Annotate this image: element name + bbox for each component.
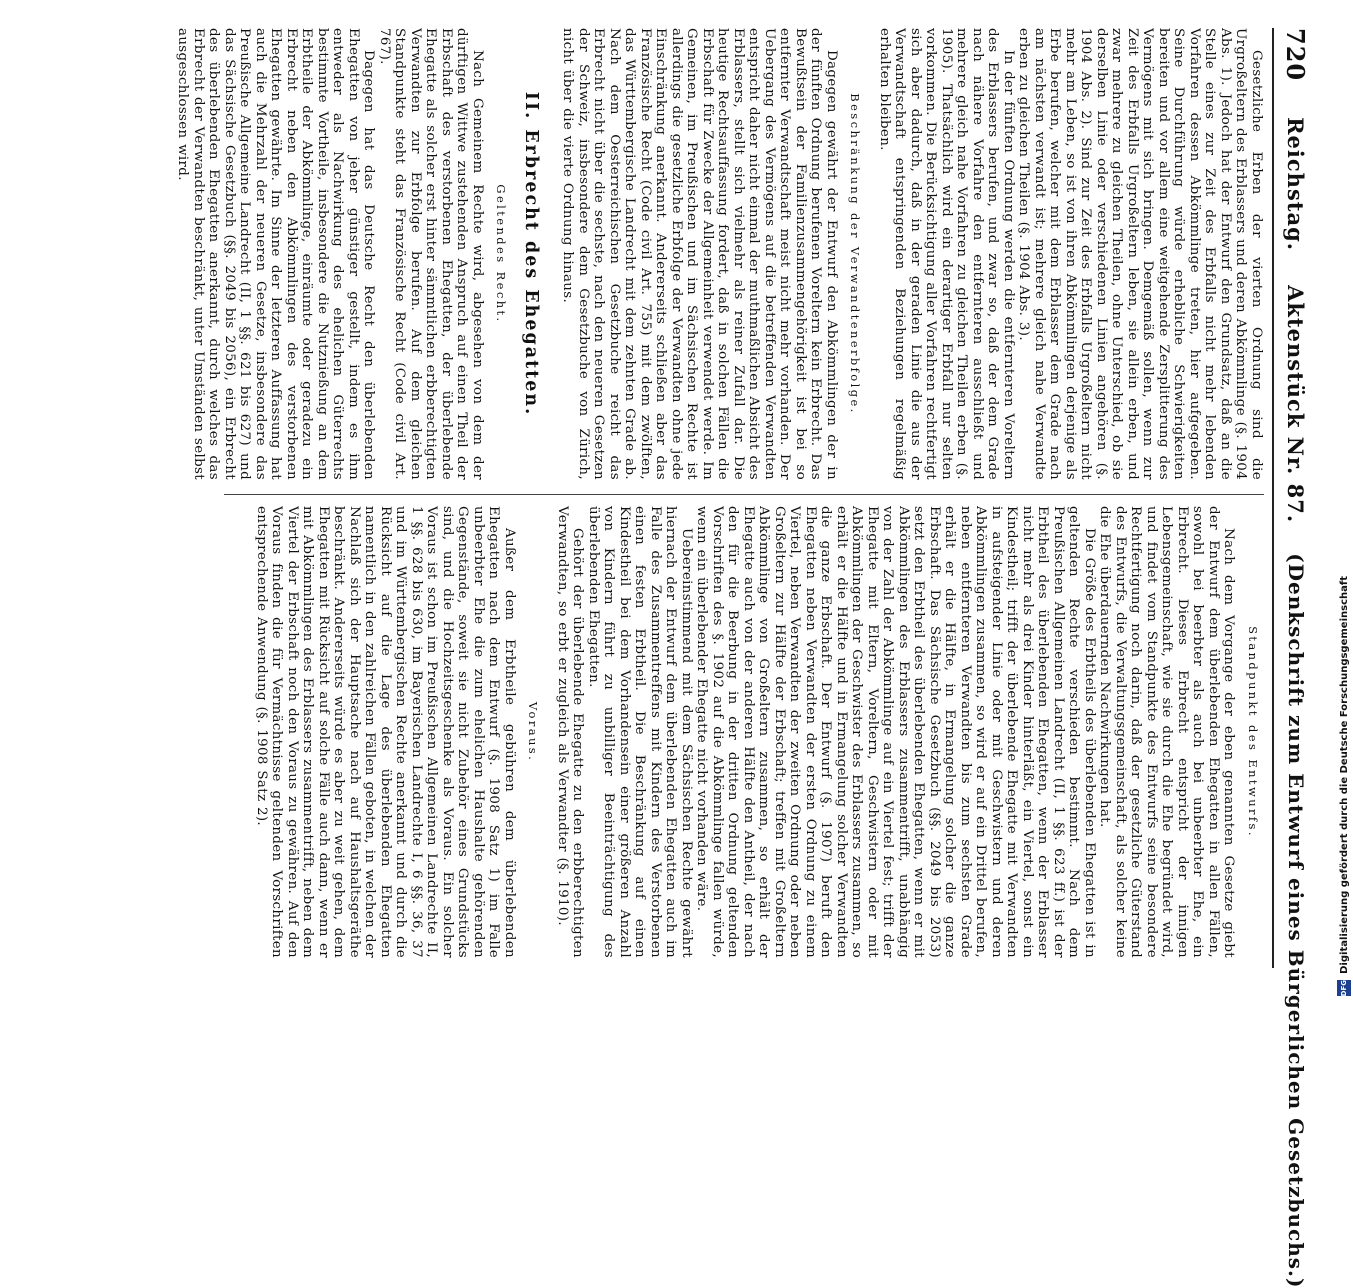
journal-title: Reichstag.: [1283, 117, 1309, 252]
subheading: Standpunkt des Entwurfs.: [1246, 626, 1260, 838]
page-header: [1274, 28, 1318, 1288]
paragraph: Gesetzliche Erben der vierten Ordnung sind die Urgroßeltern des Erblassers und deren Abkömmlinge (§. 1904 Abs. 1). Jedoch hat der Entwurf den Grundsatz, daß an die Stelle eines zur Zeit des Erbfalls nicht mehr lebenden Vorfahren dessen Abkömmlinge treten, hier aufgegeben. Seine Durchführung würde erhebliche Schwierigkeiten bereiten und vor allem eine weitgehende Zersplitterung des Vermögens mit sich bringen. Demgemäß sollen, wenn zur Zeit des Erbfalls Urgroßeltern leben, sie allein erben, und zwar mehrere zu gleichen Theilen, ohne Unterschied, ob sie derselben Linie oder verschiedenen Linien angehören (§. 1904 Abs. 2). Sind zur Zeit des Erbfalls Urgroßeltern nicht mehr am Leben, so ist von ihren Abkömmlingen derjenige als Erbe berufen, welcher mit dem Erblasser dem Grade nach am nächsten verwandt ist; mehrere gleich nahe Verwandte erben zu gleichen Theilen (§. 1904 Abs. 3).: [1016, 28, 1264, 480]
logo-text: DFG: [1340, 979, 1348, 996]
section-heading: II. Erbrecht des Ehegatten.: [521, 91, 541, 417]
credit-text: Digitalisierung gefördert durch die Deutsche Forschungsgemeinschaft: [1338, 575, 1350, 974]
column-divider: [224, 494, 1264, 495]
subheading: Voraus.: [526, 701, 541, 763]
header-subtitle: (Denkschrift zum Entwurf eines Bürgerlichen Gesetzbuchs.): [1284, 553, 1308, 1288]
paragraph: In der fünften Ordnung werden die entfernteren Voreltern des Erblassers berufen, und zwar so, daß der dem Grade nach nähere Vorfahre den entfernteren ausschließt und mehrere gleich nahe Vorfahren zu gleichen Theilen erben (§. 1905). Thatsächlich wird ein derartiger Erbfall nur selten vorkommen. Die Berücksichtigung aller Vorfahren rechtfertigt sich aber dadurch, daß in der geraden Linie die aus der Verwandtschaft entspringenden Beziehungen regelmäßig erhalten bleiben.: [877, 28, 1016, 480]
paragraph: Außer dem Erbtheile gebühren dem überlebenden Ehegatten nach dem Entwurf (§. 1908 Satz 1) im Falle unbeerbter Ehe die zum ehelichen Haushalte gehörenden Gegenstände, soweit sie nicht Zubehör eines Grundstücks sind, und die Hochzeitsgeschenke als Voraus. Ein solcher Voraus ist schon im Preußischen Allgemeinen Landrechte II, 1 §§. 628 bis 630, im Bayerischen Landrechte I, 6 §§. 36, 37 und im Württembergischen Rechte anerkannt und durch die Rücksicht auf die Lage des überlebenden Ehegatten namentlich in den zahlreichen Fällen geboten, in welchen der Nachlaß sich der Hauptsache nach auf Haushaltsgeräthe beschränkt. Andererseits würde es aber zu weit gehen, dem Ehegatten mit Rücksicht auf solche Fälle auch dann, wenn er mit Abkömmlingen des Erblassers zusammentrifft, neben dem Viertel der Erbschaft noch den Voraus zu gewähren. Auf den Voraus finden die für Vermächtnisse geltenden Vorschriften entsprechende Anwendung (§. 1908 Satz 2).: [254, 506, 517, 958]
dfg-logo-icon: [1337, 980, 1351, 996]
left-column: [44, 28, 1264, 480]
right-column: [44, 506, 1264, 958]
subheading: Beschränkung der Verwandtenerbfolge.: [848, 93, 863, 415]
paragraph: Uebereinstimmend mit dem Sächsischen Rechte gewährt hiernach der Entwurf dem überlebenden Ehegatten auch im Falle des Zusammentreffens mit Kindern des Verstorbenen einen festen Erbtheil. Die Beschränkung auf einen Kindestheil bei dem Vorhandensein einer größeren Anzahl von Kindern führt zu unbilliger Beeinträchtigung des überlebenden Ehegatten.: [586, 506, 694, 958]
header-rule: [1272, 28, 1274, 968]
paragraph: Nach Gemeinem Rechte wird, abgesehen von dem der dürftigen Wittwe zustehenden Anspruch auf einen Theil der Erbschaft des verstorbenen Ehegatten, der überlebende Ehegatte als solcher erst hinter sämmtlichen erbberechtigten Verwandten zur Erbfolge berufen. Auf dem gleichen Standpunkte steht das Französische Recht (Code civil Art. 767).: [377, 28, 485, 480]
paragraph: Nach dem Vorgange der eben genannten Gesetze giebt der Entwurf dem überlebenden Ehegatten in allen Fällen, sowohl bei beerbter als auch bei unbeerbter Ehe, ein Erbrecht. Dieses Erbrecht entspricht der innigen Lebensgemeinschaft, wie sie durch die Ehe begründet wird, und findet vom Standpunkte des Entwurfs seine besondere Rechtfertigung noch darin, daß der gesetzliche Güterstand des Entwurfs, die Verwaltungsgemeinschaft, als solcher keine die Ehe überdauernden Nachwirkungen hat.: [1097, 506, 1237, 958]
paragraph: Dagegen gewährt der Entwurf den Abkömmlingen der in der fünften Ordnung berufenen Voreltern kein Erbrecht. Das Bewußtsein der Familienzusammengehörigkeit ist bei so entfernter Verwandtschaft meist nicht mehr vorhanden. Der Uebergang des Vermögens auf die betreffenden Verwandten entspricht daher nicht einmal der muthmaßlichen Absicht des Erblassers, stellt sich vielmehr als reiner Zufall dar. Die heutige Rechtsauffassung fordert, daß in solchen Fällen die Erbschaft für Zwecke der Allgemeinheit verwendet werde. Im Gemeinen, im Preußischen und im Sächsischen Rechte ist allerdings die gesetzliche Erbfolge der Verwandten ohne jede Einschränkung anerkannt. Andererseits schließen aber das Französische Recht (Code civil Art. 755) mit dem zwölften, das Württembergische Landrecht mit dem zehnten Grade ab. Nach dem Oesterreichischen Gesetzbuche reicht das Erbrecht nicht über die sechste, nach den neueren Gesetzen der Schweiz, insbesondere dem Gesetzbuche von Zürich, nicht über die vierte Ordnung hinaus.: [560, 28, 839, 480]
page-number: 720: [1281, 28, 1311, 82]
paragraph: Die Größe des Erbtheils des überlebenden Ehegatten ist in geltenden Rechte verschieden bestimmt. Nach dem Preußischen Allgemeinen Landrecht (II, 1 §§. 623 ff.) ist der Erbtheil des überlebenden Ehegatten, wenn der Erblasser nicht mehr als drei Kinder hinterläßt, ein Viertel, sonst ein Kindestheil; trifft der überlebende Ehegatte mit Verwandten in aufsteigender Linie oder mit Geschwistern und deren Abkömmlingen zusammen, so wird er auf ein Drittel berufen, neben entfernteren Verwandten bis zum sechsten Grade erhält er die Hälfte, in Ermangelung solcher die ganze Erbschaft. Das Sächsische Gesetzbuch (§§. 2049 bis 2053) setzt den Erbtheil des überlebenden Ehegatten, wenn er mit Abkömmlingen des Erblassers zusammentrifft, unabhängig von der Zahl der Abkömmlinge auf ein Viertel fest; trifft der Ehegatte mit Eltern, Voreltern, Geschwistern oder mit Abkömmlingen der Geschwister des Erblassers zusammen, so erhält er die Hälfte und in Ermangelung solcher Verwandten die ganze Erbschaft. Der Entwurf (§. 1907) beruft den Ehegatten neben Verwandten der ersten Ordnung zu einem Viertel, neben Verwandten der zweiten Ordnung oder neben Großeltern zur Hälfte der Erbschaft; treffen mit Großeltern Abkömmlinge von Großeltern zusammen, so erhält der Ehegatte auch von der anderen Hälfte den Antheil, der nach den für die Beerbung in der dritten Ordnung geltenden Vorschriften des §. 1902 auf die Abkömmlinge fallen würde, wenn ein überlebender Ehegatte nicht vorhanden wäre.: [694, 506, 1097, 958]
paragraph: Dagegen hat das Deutsche Recht den überlebenden Ehegatten von jeher günstiger gestellt, indem es ihm entweder als Nachwirkung des ehelichen Güterrechts bestimmte Vortheile, insbesondere die Nutznießung an dem Erbtheile der Abkömmlinge, einräumte oder geradezu ein Erbrecht neben den Abkömmlingen des verstorbenen Ehegatten gewährte. Im Sinne der letzteren Auffassung hat auch die Mehrzahl der neueren Gesetze, insbesondere das Preußische Allgemeine Landrecht (II, 1 §§. 621 bis 627) und das Sächsische Gesetzbuch (§§. 2049 bis 2056), ein Erbrecht des überlebenden Ehegatten anerkannt, durch welches das Erbrecht der Verwandten beschränkt, unter Umständen selbst ausgeschlossen wird.: [175, 28, 377, 480]
aktenstueck-label: Aktenstück Nr. 87.: [1283, 285, 1309, 524]
subheading: Geltendes Recht.: [494, 184, 509, 324]
paragraph: Gehört der überlebende Ehegatte zu den erbberechtigten Verwandten, so erbt er zugleich als Verwandter (§. 1910).: [555, 506, 586, 958]
digitization-credit: [1336, 575, 1352, 996]
rotated-sheet: [28, 10, 1318, 1288]
